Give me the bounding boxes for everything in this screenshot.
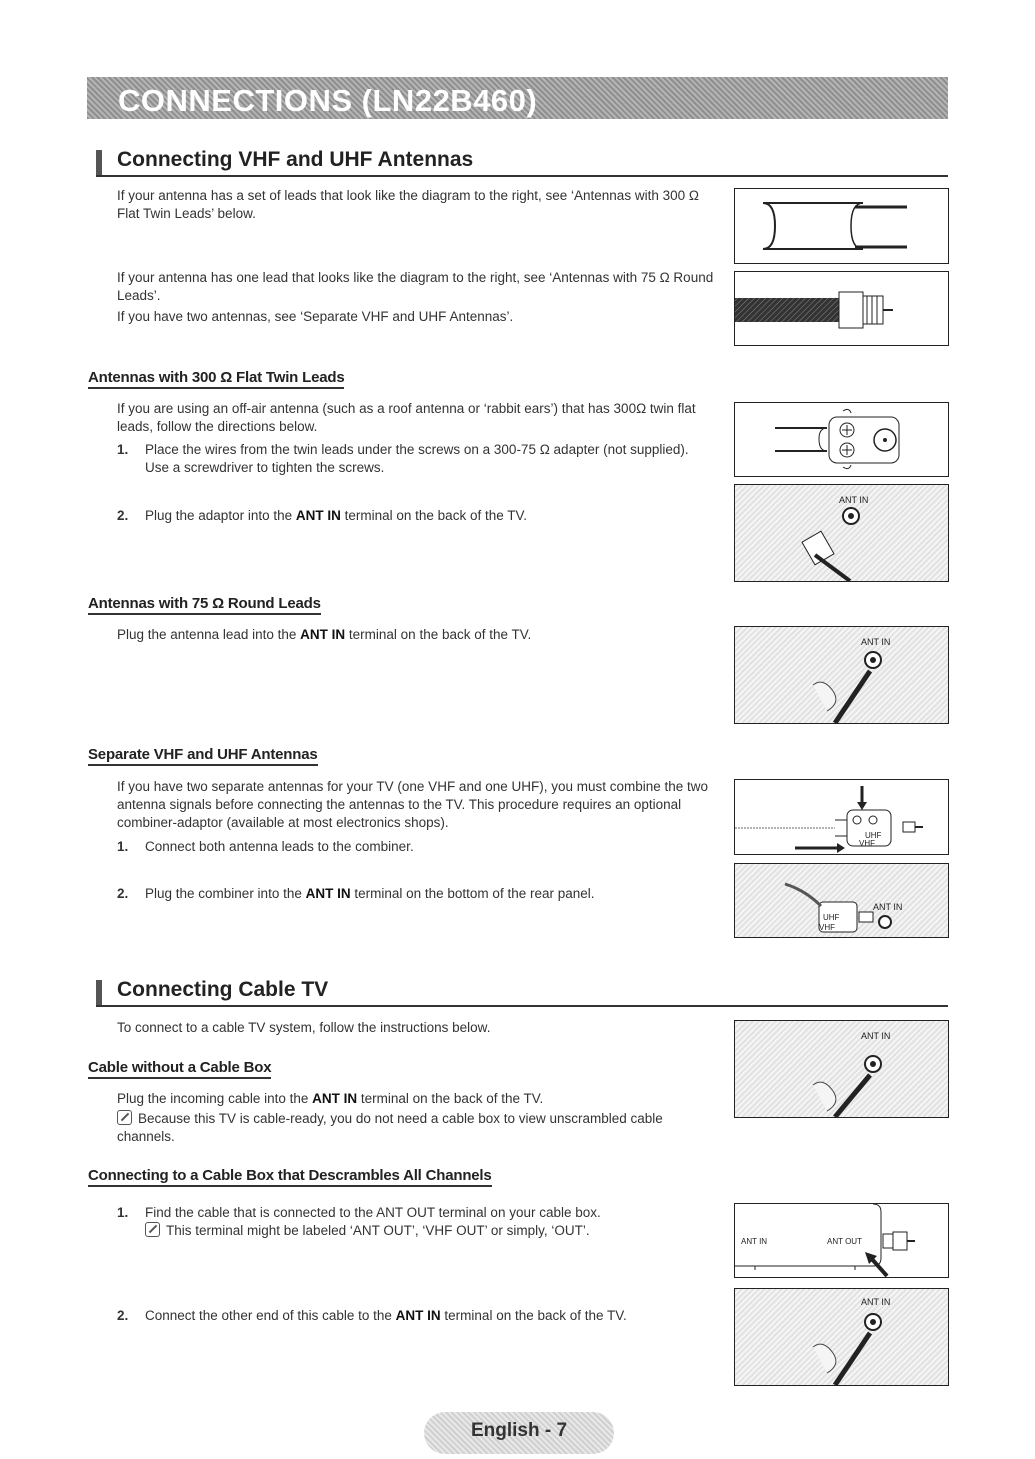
paragraph-round-lead: If your antenna has one lead that looks like the diagram to the right, see ‘Antennas with 75 Ω Round Leads’. <box>117 270 714 303</box>
vhf-label: VHF <box>819 923 835 932</box>
page-title: CONNECTIONS (LN22B460) <box>118 83 538 118</box>
figure-flat-twin-lead <box>734 188 949 264</box>
separate-step1-number: 1. <box>117 839 129 854</box>
figure-combiner <box>734 779 949 855</box>
combiner-drawing <box>735 780 948 854</box>
combiner-photo <box>735 864 948 937</box>
separate-intro: If you have two separate antennas for your TV (one VHF and one UHF), you must combine the two antenna signals before connecting the antennas to the TV. This procedure requires an optional combiner-adaptor (available at most electronics shops). <box>117 779 709 830</box>
section-rule <box>96 175 948 177</box>
note-icon <box>117 1110 132 1125</box>
separate-step2-text: Plug the combiner into the ANT IN terminal on the bottom of the rear panel. <box>145 886 595 901</box>
box-step1-note: This terminal might be labeled ‘ANT OUT’, ‘VHF OUT’ or simply, ‘OUT’. <box>145 1222 705 1240</box>
flat-step1-text: Place the wires from the twin leads under the screws on a 300-75 Ω adapter (not supplied). Use a screwdriver to tighten the screws. <box>145 442 689 475</box>
heading-round-leads: Antennas with 75 Ω Round Leads <box>88 595 321 615</box>
ant-in-photo-3 <box>735 1021 948 1117</box>
paragraph-two-antennas: If you have two antennas, see ‘Separate VHF and UHF Antennas’. <box>117 309 514 324</box>
ant-in-label: ANT IN <box>861 637 891 647</box>
photo-adapter-into-ant-in <box>734 484 949 582</box>
ant-in-photo-4 <box>735 1289 948 1385</box>
paragraph-flat-twin: If your antenna has a set of leads that look like the diagram to the right, see ‘Antennas with 300 Ω Flat Twin Leads’ below. <box>117 188 699 221</box>
cable-box-drawing <box>735 1204 948 1277</box>
note-icon <box>145 1222 160 1237</box>
ant-in-label: ANT IN <box>839 495 869 505</box>
flat-step2-text: Plug the adaptor into the ANT IN terminal on the back of the TV. <box>145 508 527 523</box>
ant-out-label: ANT OUT <box>827 1237 862 1246</box>
adapter-drawing <box>735 403 948 476</box>
ant-in-photo-2 <box>735 627 948 723</box>
nobox-note: Because this TV is cable-ready, you do not need a cable box to view unscrambled cable channels. <box>117 1111 663 1144</box>
nobox-text: Plug the incoming cable into the ANT IN terminal on the back of the TV. <box>117 1091 544 1106</box>
section-marker <box>96 150 102 176</box>
photo-round-lead-into-ant-in <box>734 626 949 724</box>
flat-intro: If you are using an off-air antenna (such as a roof antenna or ‘rabbit ears’) that has 300Ω twin flat leads, follow the directions below. <box>117 401 696 434</box>
round-lead-drawing <box>735 272 948 345</box>
flat-step2-number: 2. <box>117 508 129 523</box>
box-step2-number: 2. <box>117 1308 129 1323</box>
box-step2-text: Connect the other end of this cable to the ANT IN terminal on the back of the TV. <box>145 1308 627 1323</box>
heading-cable-box: Connecting to a Cable Box that Descrambles All Channels <box>88 1167 492 1187</box>
box-step1-text: Find the cable that is connected to the ANT OUT terminal on your cable box. <box>145 1205 601 1220</box>
vhf-label: VHF <box>859 839 875 848</box>
box-step1-number: 1. <box>117 1205 129 1220</box>
heading-cable-without-box: Cable without a Cable Box <box>88 1059 271 1079</box>
ant-in-label: ANT IN <box>873 902 903 912</box>
section-marker <box>96 980 102 1006</box>
figure-round-lead <box>734 271 949 346</box>
ant-in-label: ANT IN <box>741 1237 768 1246</box>
section-title-antennas: Connecting VHF and UHF Antennas <box>117 148 474 171</box>
photo-cable-into-ant-in <box>734 1020 949 1118</box>
uhf-label: UHF <box>823 913 840 922</box>
figure-cable-box <box>734 1203 949 1278</box>
separate-step2-number: 2. <box>117 886 129 901</box>
ant-in-label: ANT IN <box>861 1031 891 1041</box>
photo-box-cable-into-ant-in <box>734 1288 949 1386</box>
figure-300-75-adapter <box>734 402 949 477</box>
heading-separate-antennas: Separate VHF and UHF Antennas <box>88 746 318 766</box>
flat-step1-number: 1. <box>117 442 129 457</box>
heading-flat-twin-leads: Antennas with 300 Ω Flat Twin Leads <box>88 369 344 389</box>
round-text: Plug the antenna lead into the ANT IN terminal on the back of the TV. <box>117 627 532 642</box>
photo-combiner-into-ant-in <box>734 863 949 938</box>
ant-in-label: ANT IN <box>861 1297 891 1307</box>
ant-in-photo-1 <box>735 485 948 581</box>
section-rule <box>96 1005 948 1007</box>
flat-twin-lead-drawing <box>735 189 948 263</box>
uhf-label: UHF <box>865 831 882 840</box>
separate-step1-text: Connect both antenna leads to the combiner. <box>145 839 414 854</box>
page-number: English - 7 <box>470 1420 568 1441</box>
section-title-cable: Connecting Cable TV <box>117 978 329 1001</box>
cable-intro: To connect to a cable TV system, follow the instructions below. <box>117 1020 491 1035</box>
